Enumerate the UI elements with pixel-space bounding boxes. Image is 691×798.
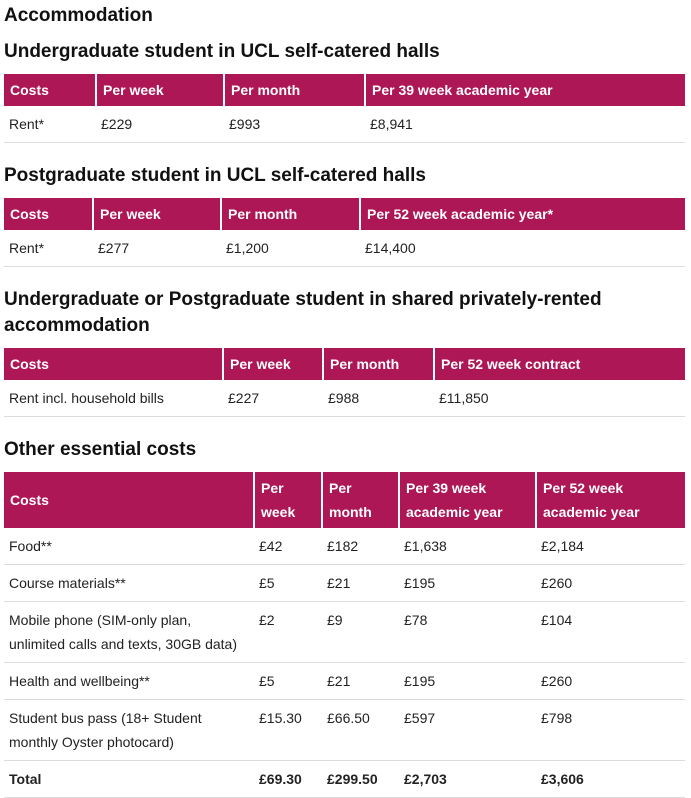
table-cell: £798 (536, 700, 685, 761)
table-cell: £260 (536, 663, 685, 700)
table-cell: £3,606 (536, 761, 685, 798)
table-cell: Food** (4, 528, 254, 565)
ug-halls-table (4, 74, 685, 143)
table-row (4, 380, 685, 417)
table-cell: £195 (399, 663, 536, 700)
table-cell: £993 (224, 106, 365, 143)
table-cell: £5 (254, 663, 322, 700)
total-row (4, 761, 685, 798)
column-header: Costs (4, 74, 96, 106)
table-cell: Rent incl. household bills (4, 380, 223, 417)
other-costs-table (4, 472, 685, 798)
table-header-row (4, 198, 685, 230)
pg-halls-table (4, 198, 685, 267)
section-heading-ug-halls: Undergraduate student in UCL self-catered halls (4, 41, 440, 62)
column-header: Per week (96, 74, 224, 106)
table-cell: £14,400 (360, 230, 685, 267)
table-cell: £2 (254, 602, 322, 663)
column-header: Per 52 week academic year* (360, 198, 685, 230)
table-cell: Rent* (4, 106, 96, 143)
table-header-row (4, 74, 685, 106)
table-cell: £21 (322, 565, 399, 602)
column-header: Costs (4, 472, 254, 528)
column-header: Per 39 week academic year (365, 74, 685, 106)
table-row (4, 700, 685, 761)
table-cell: Student bus pass (18+ Student monthly Oyster photocard) (4, 700, 254, 761)
column-header: Per week (254, 472, 322, 528)
table-cell: £2,703 (399, 761, 536, 798)
table-cell: £988 (323, 380, 434, 417)
table-cell: £42 (254, 528, 322, 565)
table-cell: £597 (399, 700, 536, 761)
table-cell: £21 (322, 663, 399, 700)
table-row (4, 565, 685, 602)
table-cell: £1,638 (399, 528, 536, 565)
table-cell: £78 (399, 602, 536, 663)
column-header: Per month (224, 74, 365, 106)
table-cell: £5 (254, 565, 322, 602)
column-header: Costs (4, 348, 223, 380)
section-heading-pg-halls: Postgraduate student in UCL self-catered halls (4, 165, 426, 186)
table-cell: £260 (536, 565, 685, 602)
table-cell: £104 (536, 602, 685, 663)
table-cell: Total (4, 761, 254, 798)
section-heading-other-costs: Other essential costs (4, 439, 197, 460)
table-cell: £11,850 (434, 380, 685, 417)
table-cell: £1,200 (221, 230, 360, 267)
table-cell: £9 (322, 602, 399, 663)
column-header: Per month (323, 348, 434, 380)
table-cell: £229 (96, 106, 224, 143)
table-cell: £195 (399, 565, 536, 602)
table-cell: £182 (322, 528, 399, 565)
table-row (4, 602, 685, 663)
table-header-row (4, 348, 685, 380)
column-header: Per week (93, 198, 221, 230)
table-cell: £15.30 (254, 700, 322, 761)
table-header-row (4, 472, 685, 528)
table-row (4, 528, 685, 565)
table-cell: £66.50 (322, 700, 399, 761)
private-rent-table (4, 348, 685, 417)
section-heading-private-rent: Undergraduate or Postgraduate student in shared privately-rented accommodation (4, 289, 602, 336)
table-cell: £2,184 (536, 528, 685, 565)
column-header: Per 39 week academic year (399, 472, 536, 528)
table-cell: £227 (223, 380, 323, 417)
column-header: Per month (221, 198, 360, 230)
column-header: Per week (223, 348, 323, 380)
table-cell: £299.50 (322, 761, 399, 798)
table-cell: Health and wellbeing** (4, 663, 254, 700)
table-cell: Mobile phone (SIM-only plan, unlimited calls and texts, 30GB data) (4, 602, 254, 663)
column-header: Per month (322, 472, 399, 528)
table-cell: £8,941 (365, 106, 685, 143)
table-row (4, 106, 685, 143)
column-header: Per 52 week contract (434, 348, 685, 380)
column-header: Per 52 week academic year (536, 472, 685, 528)
table-row (4, 663, 685, 700)
page-title: Accommodation (4, 5, 153, 26)
table-cell: £69.30 (254, 761, 322, 798)
column-header: Costs (4, 198, 93, 230)
table-row (4, 230, 685, 267)
table-cell: Rent* (4, 230, 93, 267)
table-cell: £277 (93, 230, 221, 267)
table-cell: Course materials** (4, 565, 254, 602)
